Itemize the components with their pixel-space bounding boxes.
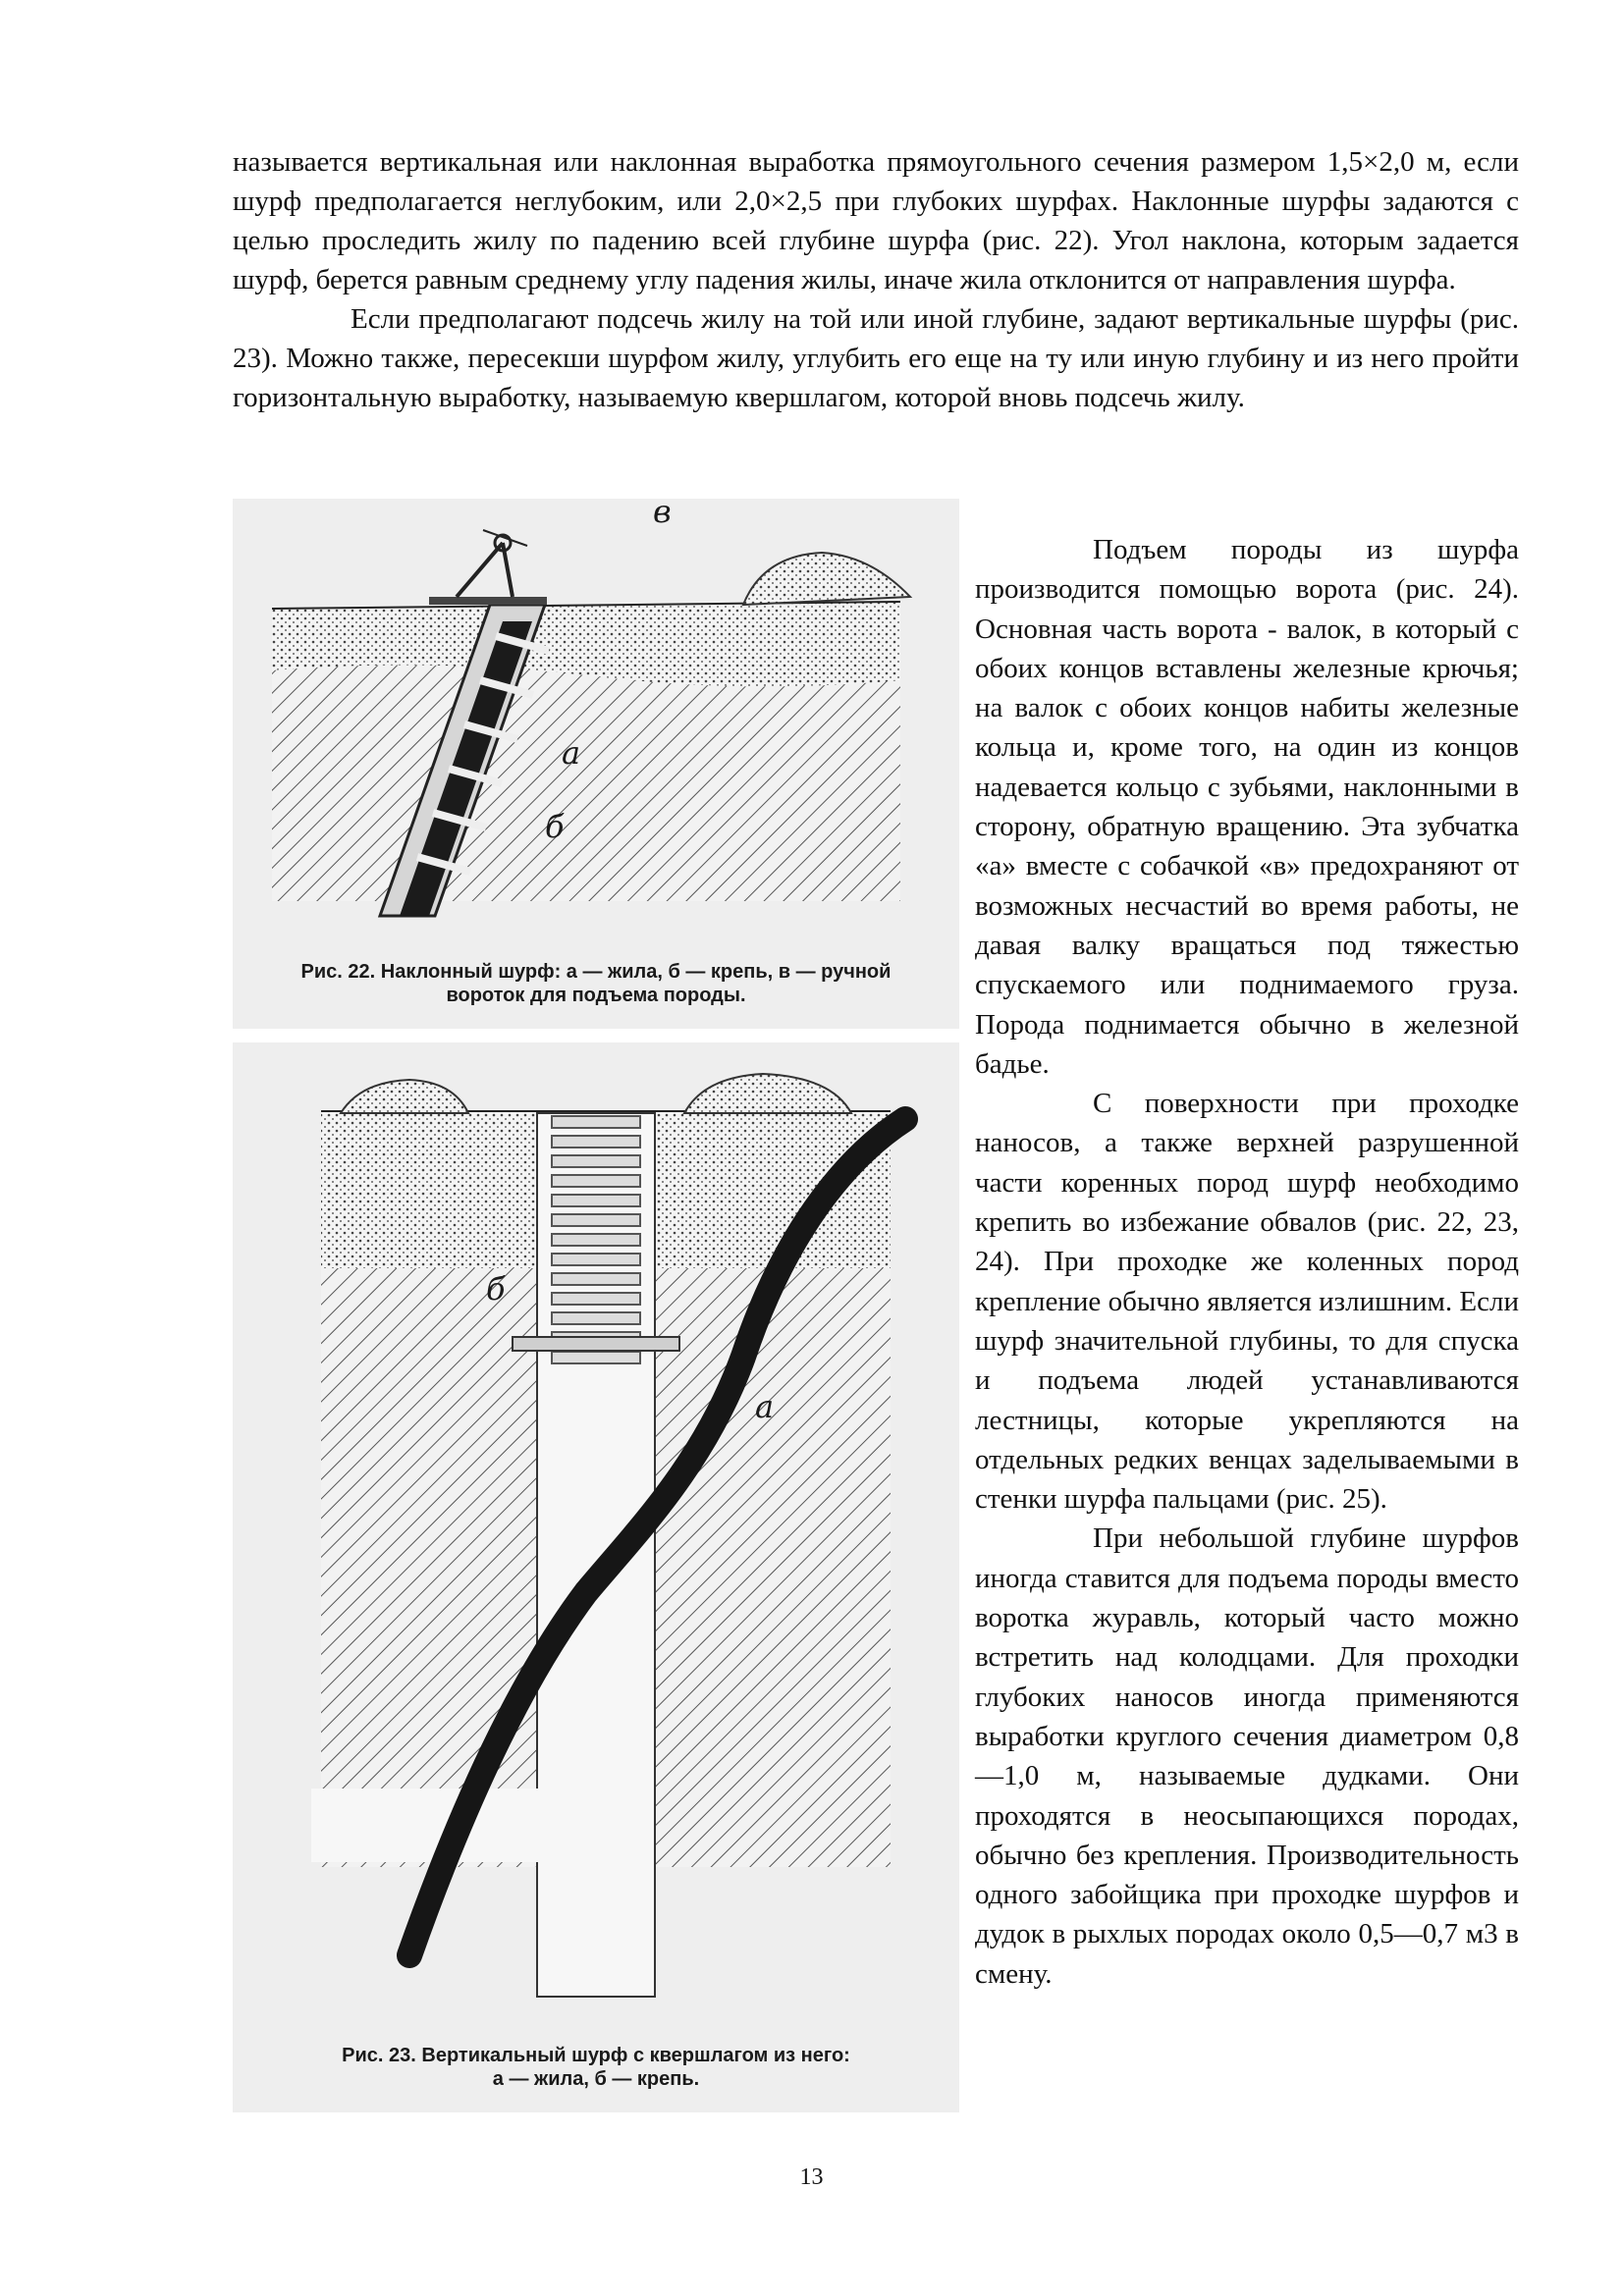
label-v: в: [653, 499, 672, 530]
side-text-block: [975, 530, 1519, 1994]
paragraph: С поверхности при проходке наносов, а также верхней разрушенной части коренных пород шурф необходимо крепить во избежание обвалов (рис. 22, 23, 24). При проходке же коленных пород крепление обычно является излишним. Если шурф значительной глубины, то для спуска и подъема людей устанавливаются лестницы, которые укрепляются на отдельных редких венцах заделываемыми в стенки шурфа пальцами (рис. 25).: [975, 1088, 1519, 1516]
top-text-block: [233, 142, 1519, 417]
label-a: а: [562, 734, 581, 772]
figure-22-caption: Рис. 22. Наклонный шурф: а — жила, б — крепь, в — ручной вороток для подъема породы.: [300, 961, 892, 1006]
label-b: б: [545, 808, 565, 845]
figure-23-illustration: [233, 1042, 959, 2112]
figure-22: [233, 499, 959, 1029]
figure-22-illustration: [233, 499, 959, 1029]
figure-23-caption: Рис. 23. Вертикальный шурф с квершлагом из него: а — жила, б — крепь.: [342, 2045, 850, 2090]
paragraph: Если предполагают подсечь жилу на той или иной глубине, задают вертикальные шурфы (рис. 23). Можно также, пересекши шурфом жилу, углубить его еще на ту или иную глубину и из него пройти горизонтальную выработку, называемую квершлагом, которой вновь подсечь жилу.: [233, 303, 1519, 413]
label-b: б: [486, 1270, 506, 1308]
paragraph: называется вертикальная или наклонная выработка прямоугольного сечения размером 1,5×2,0 м, если шурф предполагается неглубоким, или 2,0×2,5 при глубоких шурфах. Наклонные шурфы задаются с целью проследить жилу по падению всей глубине шурфа (рис. 22). Угол наклона, которым задается шурф, берется равным среднему углу падения жилы, иначе жила отклонится от направления шурфа.: [233, 146, 1519, 295]
label-a: а: [755, 1388, 775, 1425]
paragraph: При небольшой глубине шурфов иногда ставится для подъема породы вместо воротка журавль, который часто можно встретить над колодцами. Для проходки глубоких наносов иногда применяются выработки круглого сечения диаметром 0,8—1,0 м, называемые дудками. Они проходятся в неосыпающихся породах, обычно без крепления. Производительность одного забойщика при проходке шурфов и дудок в рыхлых породах около 0,5—0,7 м3 в смену.: [975, 1522, 1519, 1990]
page-number: 13: [799, 2164, 824, 2190]
crosscut: [311, 1789, 547, 1862]
timber-beam: [513, 1337, 679, 1351]
figure-23: [233, 1042, 959, 2112]
paragraph: Подъем породы из шурфа производится помощью ворота (рис. 24). Основная часть ворота - валок, в который с обоих концов вставлены железные крючья; на валок с обоих концов набиты железные кольца и, кроме того, на один из концов надевается кольцо с зубьями, наклонными в сторону, обратную вращению. Эта зубчатка «а» вместе с собачкой «в» предохраняют от возможных несчастий во время работы, не давая валку вращаться под тяжестью спускаемого или поднимаемого груза. Порода поднимается обычно в железной бадье.: [975, 534, 1519, 1080]
